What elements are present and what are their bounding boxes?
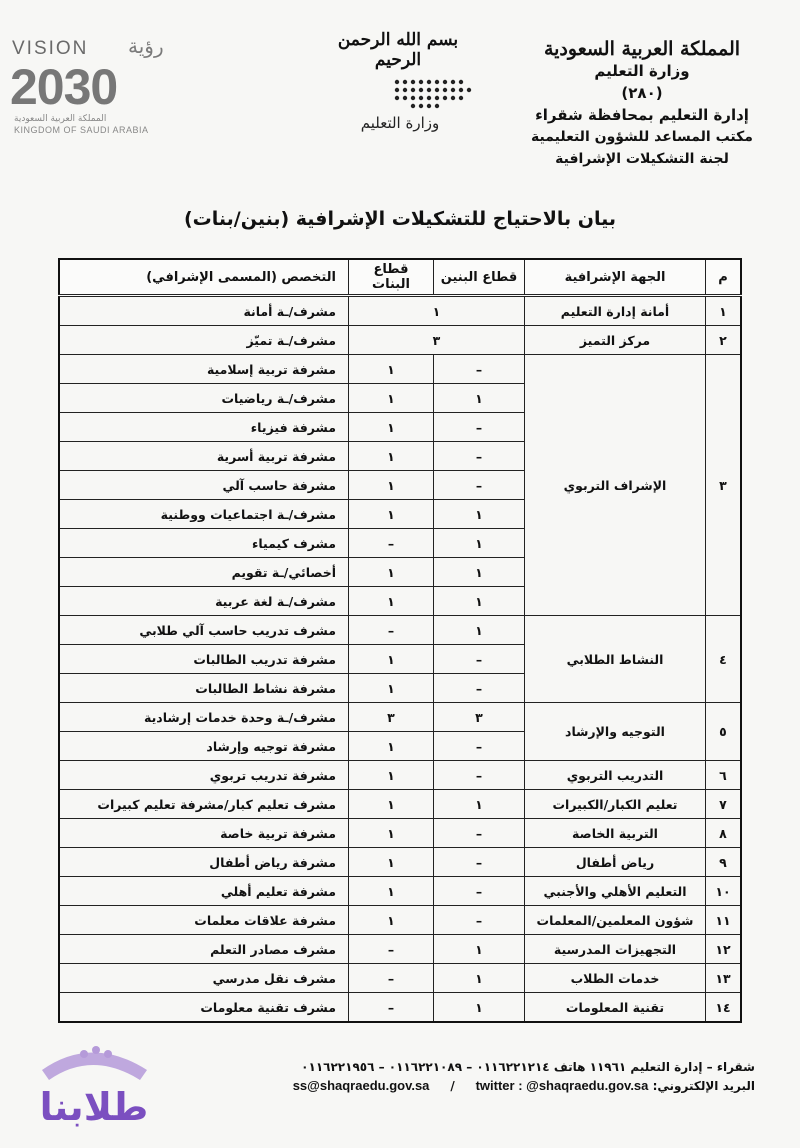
kingdom-name: المملكة العربية السعودية	[543, 38, 741, 60]
boys-count: –	[434, 819, 525, 848]
footer-online-line	[293, 1078, 755, 1093]
specialty: مشرف تدريب حاسب آلي طلابي	[59, 616, 349, 645]
merged-count: ١	[349, 296, 525, 326]
specialty: مشرفة توجيه وإرشاد	[59, 732, 349, 761]
specialty: مشرف مصادر التعلم	[59, 935, 349, 964]
specialty: مشرفة رياض أطفال	[59, 848, 349, 877]
specialty: مشرف نقل مدرسي	[59, 964, 349, 993]
specialty: مشرفة فيزياء	[59, 413, 349, 442]
department-name: إدارة التعليم بمحافظة شقراء	[535, 106, 749, 124]
girls-count: ١	[349, 906, 434, 935]
girls-count: –	[349, 616, 434, 645]
girls-count: ٣	[349, 703, 434, 732]
specialty: مشرفة تدريب الطالبات	[59, 645, 349, 674]
supervisory-side: الإشراف التربوي	[525, 355, 706, 616]
supervisory-side: التدريب التربوي	[525, 761, 706, 790]
specialty: مشرف/ـة اجتماعيات ووطنية	[59, 500, 349, 529]
specialty: مشرفة تربية خاصة	[59, 819, 349, 848]
boys-count: ١	[434, 993, 525, 1023]
document-title: بيان بالاحتياج للتشكيلات الإشرافية (بنين/بنات)	[183, 208, 617, 230]
specialty: مشرفة نشاط الطالبات	[59, 674, 349, 703]
row-number: ٥	[706, 703, 742, 761]
table-row	[59, 790, 741, 819]
boys-count: –	[434, 674, 525, 703]
vision-subtitle-ar: المملكة العربية السعودية	[14, 114, 107, 124]
table-row	[59, 326, 741, 355]
boys-count: ١	[434, 616, 525, 645]
girls-count: ١	[349, 819, 434, 848]
specialty: مشرفة تربية إسلامية	[59, 355, 349, 384]
boys-count: –	[434, 848, 525, 877]
girls-count: ١	[349, 500, 434, 529]
letterhead-right	[512, 38, 772, 170]
girls-count: ١	[349, 645, 434, 674]
committee-name: لجنة التشكيلات الإشرافية	[555, 151, 729, 167]
specialty: مشرف تقنية معلومات	[59, 993, 349, 1023]
girls-count: ١	[349, 558, 434, 587]
specialty: مشرف/ـة لغة عربية	[59, 587, 349, 616]
girls-count: ١	[349, 761, 434, 790]
table-row	[59, 761, 741, 790]
table-row	[59, 848, 741, 877]
supervisory-side: النشاط الطلابي	[525, 616, 706, 703]
merged-count: ٣	[349, 326, 525, 355]
office-name: مكتب المساعد للشؤون التعليمية	[531, 129, 753, 145]
specialty: مشرف/ـة أمانة	[59, 296, 349, 326]
specialty: أخصائي/ـة تقويم	[59, 558, 349, 587]
vision-arabic: رؤية	[128, 34, 164, 58]
boys-count: ٣	[434, 703, 525, 732]
specialty: مشرفة علاقات معلمات	[59, 906, 349, 935]
girls-count: –	[349, 993, 434, 1023]
row-number: ١١	[706, 906, 742, 935]
supervisory-side: رياض أطفال	[525, 848, 706, 877]
girls-count: ١	[349, 674, 434, 703]
email-link[interactable]: ss@shaqraedu.gov.sa	[292, 1078, 430, 1093]
boys-count: –	[434, 732, 525, 761]
ministry-name: وزارة التعليم	[594, 62, 690, 80]
supervisory-side: تقنية المعلومات	[525, 993, 706, 1023]
header-girls: قطاع البنات	[349, 259, 434, 296]
girls-count: –	[349, 935, 434, 964]
table-row	[59, 355, 741, 384]
table-row	[59, 296, 741, 326]
boys-count: –	[434, 906, 525, 935]
specialty: مشرف/ـة رياضيات	[59, 384, 349, 413]
girls-count: ١	[349, 587, 434, 616]
ministry-code: (٢٨٠)	[621, 84, 663, 102]
table-row	[59, 906, 741, 935]
row-number: ٧	[706, 790, 742, 819]
table-row	[59, 993, 741, 1023]
boys-count: ١	[434, 964, 525, 993]
table-row	[59, 616, 741, 645]
specialty: مشرفة تربية أسرية	[59, 442, 349, 471]
footer-separator: /	[450, 1079, 455, 1093]
boys-count: –	[434, 355, 525, 384]
boys-count: ١	[434, 529, 525, 558]
header-boys: قطاع البنين	[434, 259, 525, 296]
supervisory-side: التعليم الأهلي والأجنبي	[525, 877, 706, 906]
boys-count: –	[434, 442, 525, 471]
table-row	[59, 819, 741, 848]
girls-count: –	[349, 964, 434, 993]
row-number: ٨	[706, 819, 742, 848]
ministry-logo-text: وزارة التعليم	[360, 114, 440, 132]
header-m: م	[706, 259, 742, 296]
header-spec: التخصص (المسمى الإشرافي)	[59, 259, 349, 296]
specialty: مشرفة حاسب آلي	[59, 471, 349, 500]
vision-word: VISION	[12, 38, 89, 59]
specialty: مشرف/ـة تميّز	[59, 326, 349, 355]
boys-count: –	[434, 471, 525, 500]
row-number: ٤	[706, 616, 742, 703]
girls-count: ١	[349, 413, 434, 442]
boys-count: –	[434, 645, 525, 674]
vision-2030-logo	[10, 34, 205, 138]
boys-count: ١	[434, 384, 525, 413]
specialty: مشرف كيمياء	[59, 529, 349, 558]
row-number: ٢	[706, 326, 742, 355]
watermark-text: طلابنا	[39, 1085, 149, 1129]
girls-count: –	[349, 529, 434, 558]
boys-count: –	[434, 877, 525, 906]
girls-count: ١	[349, 471, 434, 500]
email-label: البريد الإلكتروني:	[652, 1079, 755, 1093]
header-side: الجهة الإشرافية	[525, 259, 706, 296]
boys-count: ١	[434, 558, 525, 587]
table-body	[59, 296, 741, 1023]
boys-count: –	[434, 413, 525, 442]
boys-count: ١	[434, 790, 525, 819]
girls-count: ١	[349, 732, 434, 761]
twitter-link[interactable]: twitter : @shaqraedu.gov.sa	[475, 1078, 649, 1093]
girls-count: ١	[349, 442, 434, 471]
row-number: ١٠	[706, 877, 742, 906]
table-row	[59, 877, 741, 906]
specialty: مشرف/ـة وحدة خدمات إرشادية	[59, 703, 349, 732]
watermark-logo-icon	[22, 1040, 162, 1130]
row-number: ١٤	[706, 993, 742, 1023]
needs-table-wrapper	[58, 258, 742, 1023]
needs-table	[58, 258, 742, 1023]
girls-count: ١	[349, 877, 434, 906]
girls-count: ١	[349, 355, 434, 384]
girls-count: ١	[349, 790, 434, 819]
specialty: مشرفة تدريب تربوي	[59, 761, 349, 790]
table-row	[59, 703, 741, 732]
row-number: ٦	[706, 761, 742, 790]
boys-count: ١	[434, 935, 525, 964]
row-number: ١٣	[706, 964, 742, 993]
supervisory-side: التجهيزات المدرسية	[525, 935, 706, 964]
basmala: بسم الله الرحمن الرحيم	[337, 30, 459, 70]
supervisory-side: تعليم الكبار/الكبيرات	[525, 790, 706, 819]
boys-count: ١	[434, 500, 525, 529]
specialty: مشرفة تعليم أهلي	[59, 877, 349, 906]
table-row	[59, 935, 741, 964]
boys-count: –	[434, 761, 525, 790]
supervisory-side: خدمات الطلاب	[525, 964, 706, 993]
footer-contact-line: شقراء – إدارة التعليم ١١٩٦١ هاتف ٠١١٦٢٢١٢١٤ – ٠١١٦٢٢١٠٨٩ – ٠١١٦٢٢١٩٥٦	[301, 1060, 755, 1074]
table-header-row	[59, 259, 741, 296]
supervisory-side: مركز التميز	[525, 326, 706, 355]
supervisory-side: التربية الخاصة	[525, 819, 706, 848]
vision-year: 2030	[10, 59, 118, 115]
supervisory-side: التوجيه والإرشاد	[525, 703, 706, 761]
row-number: ٣	[706, 355, 742, 616]
supervisory-side: أمانة إدارة التعليم	[525, 296, 706, 326]
girls-count: ١	[349, 384, 434, 413]
vision-subtitle-en: KINGDOM OF SAUDI ARABIA	[14, 125, 149, 135]
specialty: مشرف تعليم كبار/مشرفة تعليم كبيرات	[59, 790, 349, 819]
girls-count: ١	[349, 848, 434, 877]
row-number: ١٢	[706, 935, 742, 964]
table-row	[59, 964, 741, 993]
row-number: ٩	[706, 848, 742, 877]
supervisory-side: شؤون المعلمين/المعلمات	[525, 906, 706, 935]
row-number: ١	[706, 296, 742, 326]
boys-count: ١	[434, 587, 525, 616]
